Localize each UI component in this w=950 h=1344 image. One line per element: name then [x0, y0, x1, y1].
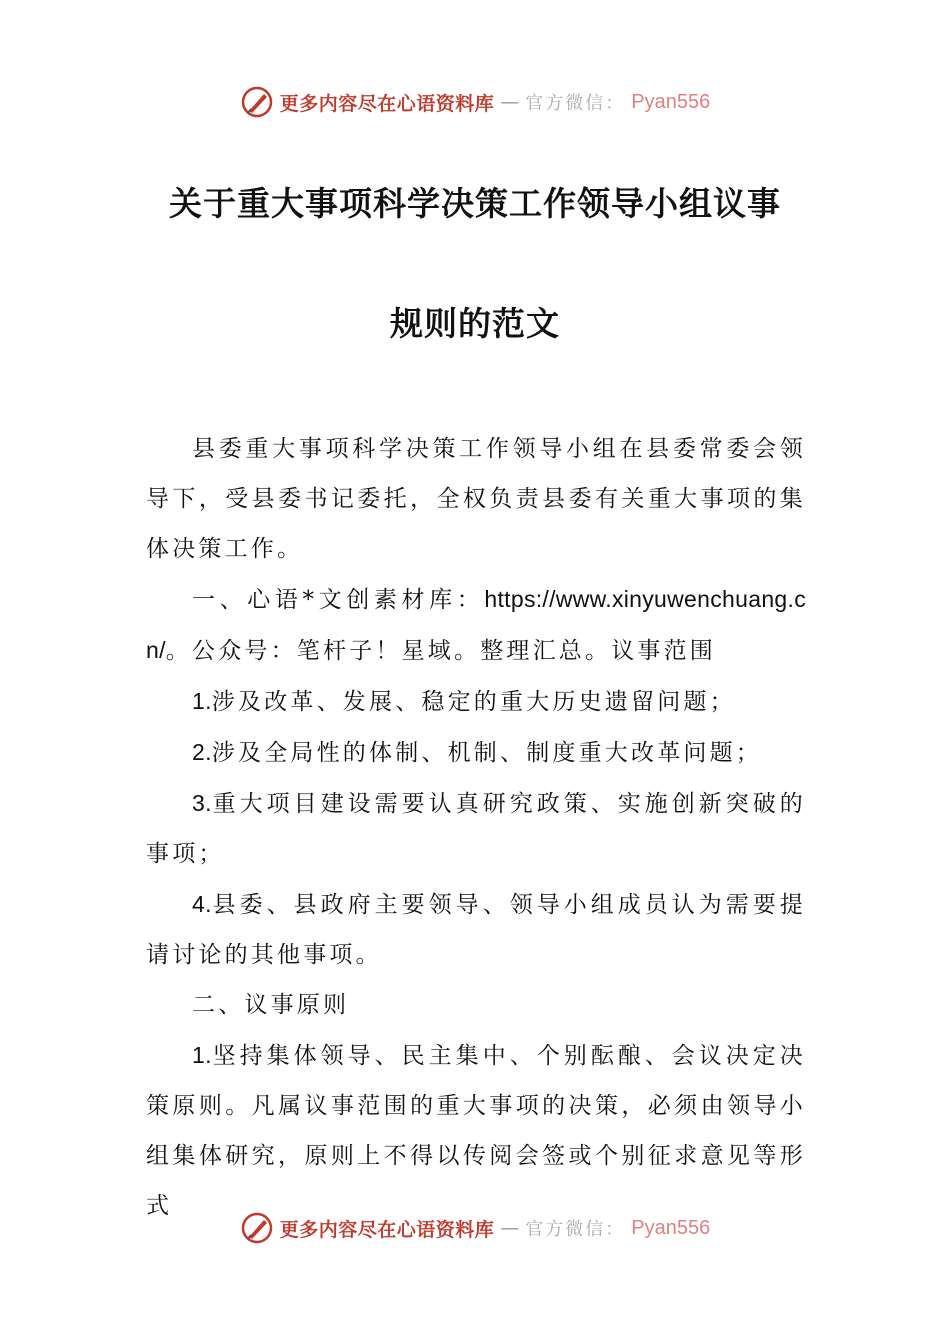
document-title-line-2: 规则的范文 [390, 304, 560, 343]
watermark-sub-text: 官方微信： [525, 93, 626, 114]
list-item-1 [146, 676, 806, 727]
paragraph-section-1-heading [146, 574, 806, 676]
list-item-1-number: 1. [192, 688, 212, 714]
watermark-sub-text: 官方微信： [525, 1219, 626, 1240]
watermark-wechat-id: Pyan556 [631, 1216, 711, 1239]
watermark-separator: — [500, 1217, 520, 1239]
list-item-3 [146, 778, 806, 879]
footer-watermark [0, 1210, 950, 1246]
paragraph-intro: 县委重大事项科学决策工作领导小组在县委常委会领导下，受县委书记委托，全权负责县委有关重大事项的集体决策工作。 [146, 436, 806, 562]
watermark-main-text: 更多内容尽在心语资料库 [279, 92, 495, 115]
list-item-1-text: 涉及改革、发展、稳定的重大历史遗留问题； [211, 689, 736, 715]
paragraph-section-2-heading: 二、议事原则 [192, 992, 350, 1018]
watermark-main-text: 更多内容尽在心语资料库 [279, 1218, 495, 1241]
section-1-suffix: 。公众号：笔杆子！星域。整理汇总。议事范围 [165, 638, 716, 664]
principle-item-1-number: 1. [192, 1042, 212, 1068]
list-item-4-number: 4. [192, 891, 212, 917]
list-item-4-text: 县委、县政府主要领导、领导小组成员认为需要提请讨论的其他事项。 [146, 892, 806, 968]
source-url: https://www.xinyuwenchuang.cn/ [146, 586, 806, 663]
quill-pen-logo-icon [240, 1211, 274, 1245]
quill-pen-logo-icon [240, 85, 274, 119]
header-watermark [0, 84, 950, 120]
list-item-3-number: 3. [192, 790, 212, 816]
list-item-3-text: 重大项目建设需要认真研究政策、实施创新突破的事项； [146, 791, 806, 867]
document-title-line-1: 关于重大事项科学决策工作领导小组议事 [169, 184, 781, 223]
list-item-4 [146, 879, 806, 980]
principle-item-1 [146, 1030, 806, 1231]
list-item-2-text: 涉及全局性的体制、机制、制度重大改革问题； [211, 740, 762, 766]
list-item-2-number: 2. [192, 739, 212, 765]
watermark-separator: — [500, 91, 520, 113]
principle-item-1-text: 坚持集体领导、民主集中、个别酝酿、会议决定决策原则。凡属议事范围的重大事项的决策，必须由领导小组集体研究，原则上不得以传阅会签或个别征求意见等形式 [146, 1043, 806, 1219]
watermark-wechat-id: Pyan556 [631, 90, 711, 113]
section-1-prefix: 一、心语*文创素材库： [192, 587, 485, 613]
list-item-2 [146, 727, 806, 778]
document-body [146, 424, 806, 1231]
